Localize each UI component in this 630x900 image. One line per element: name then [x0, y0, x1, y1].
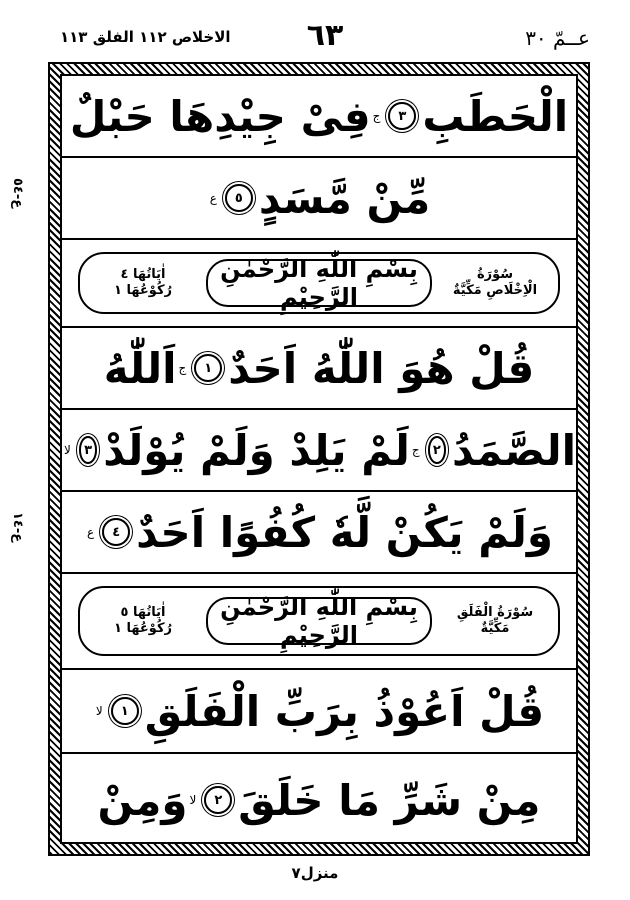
page-number: ٦٣	[306, 18, 344, 53]
ayah-number-marker: ٥	[225, 184, 253, 212]
ayah-number-marker: ١	[194, 354, 222, 382]
ayah-number-marker: ٤	[102, 518, 130, 546]
ayah-number-marker: ١	[111, 697, 139, 725]
waqf-sign: ج	[178, 361, 187, 375]
verse-line-5	[62, 492, 576, 574]
waqf-sign: ج	[372, 109, 381, 123]
verse-text: الصَّمَدُ	[452, 425, 576, 475]
waqf-sign: لا	[64, 443, 71, 457]
waqf-sign: لا	[189, 793, 197, 807]
juz-label: عــمّ ٣٠	[525, 26, 590, 50]
waqf-sign: ج	[411, 443, 420, 457]
ruku-sign: ع	[87, 525, 95, 539]
verse-text: مِّنْ مَّسَدٍ	[258, 173, 431, 223]
verse-text: فِیْ جِیْدِهَا حَبْلٌ	[69, 91, 371, 141]
verse-line-4	[62, 410, 576, 492]
verse-text: اَللّٰهُ	[103, 343, 177, 393]
surah-label: سُوْرَةُ الْاِخْلَاصِ مَكِّيَّةٌ	[452, 267, 538, 298]
ayat-ruku-count: اٰيَاتُهَا ٥ رُكُوْعُهَا ١	[113, 605, 172, 636]
surah-header-falaq	[62, 574, 576, 670]
verse-text: وَلَمْ يَكُنْ لَّهٗ كُفُوًا اَحَدٌ	[136, 507, 554, 557]
ayah-number-marker: ٢	[204, 786, 232, 814]
ornamental-frame	[48, 62, 590, 856]
verse-text: قُلْ اَعُوْذُ بِرَبِّ الْفَلَقِ	[144, 686, 545, 736]
verse-text: الْحَطَبِ	[422, 91, 569, 141]
page-text-area	[60, 74, 578, 844]
ruku-sign: ع	[209, 191, 217, 205]
verse-line-2	[62, 158, 576, 240]
page-header	[60, 18, 590, 58]
margin-ruku-note-bottom: ع-١٤	[10, 512, 25, 543]
surah-banner	[78, 586, 560, 656]
ayah-number-marker: ٣	[79, 436, 97, 464]
verse-line-7	[62, 754, 576, 846]
waqf-sign: لا	[95, 704, 103, 718]
verse-line-3	[62, 328, 576, 410]
surah-header-ikhlas	[62, 240, 576, 328]
margin-ruku-note-top: ع-٥٤	[10, 178, 25, 209]
surah-label: سُوْرَةُ الْفَلَقِ مَكِّيَّةٌ	[456, 605, 534, 636]
ayat-ruku-count: اٰيَاتُهَا ٤ رُكُوْعُهَا ١	[113, 267, 172, 298]
verse-text: وَمِنْ	[97, 775, 188, 825]
verse-line-1	[62, 76, 576, 158]
surah-names: الاخلاص ١١٢ الفلق ١١٣	[60, 28, 231, 46]
ayah-number-marker: ٣	[388, 102, 416, 130]
verse-line-6	[62, 670, 576, 754]
verse-text: لَمْ يَلِدْ وَلَمْ يُوْلَدْ	[103, 425, 410, 475]
verse-text: قُلْ هُوَ اللّٰهُ اَحَدٌ	[228, 343, 535, 393]
manzil-footer: منزل٧	[291, 864, 339, 882]
ayah-number-marker: ٢	[428, 436, 446, 464]
verse-text: مِنْ شَرِّ مَا خَلَقَ	[238, 775, 541, 825]
bismillah: بِسْمِ اللّٰهِ الرَّحْمٰنِ الرَّحِیْمِ	[206, 259, 432, 307]
surah-banner	[78, 252, 560, 314]
bismillah: بِسْمِ اللّٰهِ الرَّحْمٰنِ الرَّحِیْمِ	[206, 597, 432, 645]
